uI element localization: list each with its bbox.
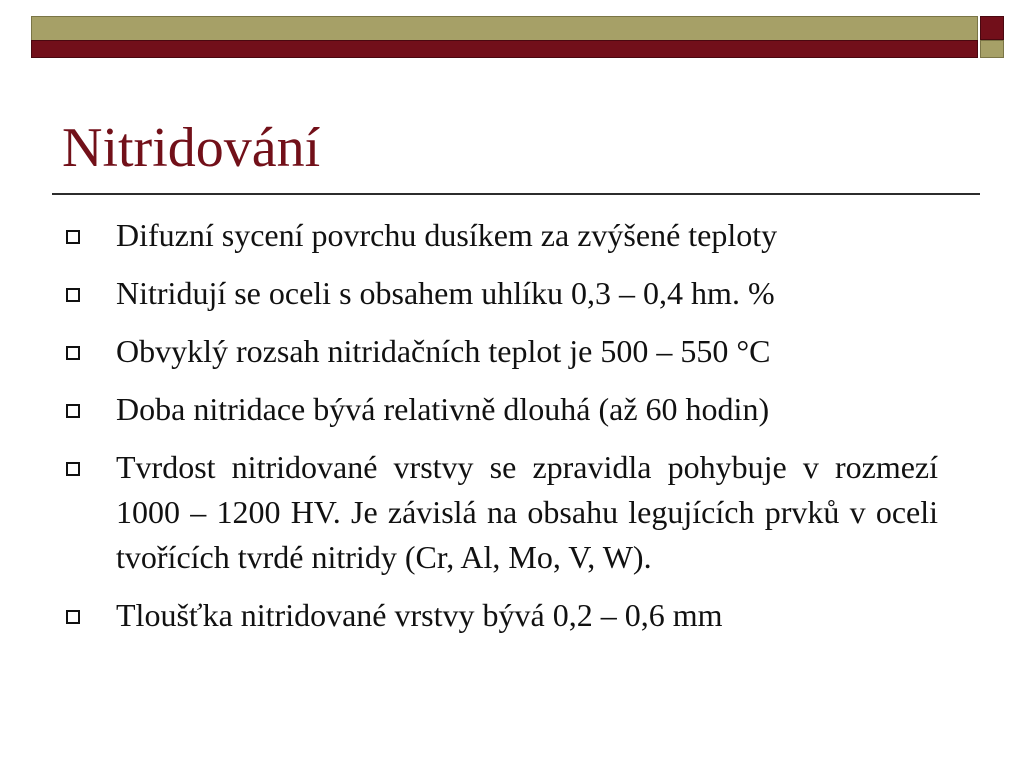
bullet-text: Nitridují se oceli s obsahem uhlíku 0,3 – 0,4 hm. % [116,275,775,311]
bullet-item [62,271,938,316]
bullet-list [62,213,938,651]
bullet-text: Obvyklý rozsah nitridačních teplot je 500 – 550 °C [116,333,771,369]
bullet-item [62,593,938,638]
header-square-olive [980,40,1004,58]
title-divider [52,193,980,195]
bullet-text: Tloušťka nitridované vrstvy bývá 0,2 – 0,6 mm [116,597,723,633]
bullet-item [62,445,938,580]
bullet-item [62,213,938,258]
hollow-square-icon [66,288,80,302]
bullet-item [62,329,938,374]
bullet-text: Difuzní sycení povrchu dusíkem za zvýšené teploty [116,217,778,253]
bullet-text: Doba nitridace bývá relativně dlouhá (až 60 hodin) [116,391,770,427]
hollow-square-icon [66,346,80,360]
hollow-square-icon [66,462,80,476]
header-bar-olive [31,16,978,40]
header-bar-maroon [31,40,978,58]
hollow-square-icon [66,230,80,244]
bullet-item [62,387,938,432]
header-square-maroon [980,16,1004,40]
hollow-square-icon [66,610,80,624]
bullet-text: Tvrdost nitridované vrstvy se zpravidla pohybuje v rozmezí 1000 – 1200 HV. Je závislá na obsahu legujících prvků v oceli tvořících tvrdé nitridy (Cr, Al, Mo, V, W). [116,449,938,575]
hollow-square-icon [66,404,80,418]
slide-title: Nitridování [62,117,321,179]
